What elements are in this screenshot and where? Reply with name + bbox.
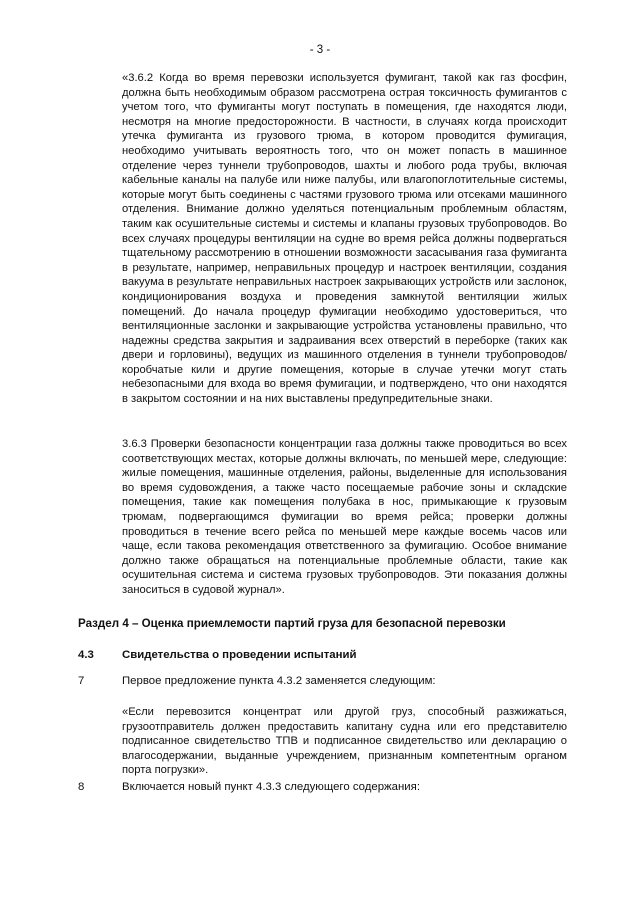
paragraph-3-6-2: «3.6.2 Когда во время перевозки используется фумигант, такой как газ фосфин, должна быть необходимым образом рассмотрена острая токсичность фумигантов с учетом того, что фумиганты могут поступать в помещения, где находятся люди, несмотря на многие предосторожности. В частности, в случаях когда происходит утечка фумиганта из грузового трюма, в котором проводится фумигация, необходимо учитывать вероятность того, что он может попасть в машинное отделение через туннели трубопроводов, шахты и любого рода трубы, включая кабельные каналы на палубе или ниже палубы, или влагопоглотительные системы, которые могут быть соединены с частями грузового трюма или отсеками машинного отделения. Внимание должно уделяться потенциальным проблемным областям, таким как осушительные системы и системы и клапаны грузовых трубопроводов. Во всех случаях процедуры вентиляции на судне во время рейса должны подвергаться тщательному рассмотрению в отношении возможности засасывания газа фумиганта в результате, например, неправильных процедур и настроек вентиляции, создания вакуума в результате неправильных настроек закрывающих устройств или заслонок, кондиционирования воздуха и проведения замкнутой вентиляции жилых помещений. До начала процедур фумигации необходимо удостовериться, что вентиляционные заслонки и закрывающие устройства установлены правильно, что надежны средства закрытия и задраивания всех отверстий в переборке (таких как двери и горловины), ведущих из машинного отделения в туннели трубопроводов/ коробчатые кили и другие помещения, которые в случае утечки могут стать небезопасными для входа во время фумигации, и подтверждено, что они находятся в закрытом состоянии и на них выставлены предупредительные знаки.: [122, 72, 567, 406]
quoted-replacement-text: «Если перевозится концентрат или другой груз, способный разжижаться, грузоотправитель должен предоставить капитану судна или его представителю подписанное свидетельство ТПВ и подписанное свидетельство или декларацию о влагосодержании, выданные учреждением, признанным компетентным органом порта погрузки».: [122, 706, 567, 777]
item-number: 8: [78, 781, 85, 793]
item-number: 7: [78, 675, 85, 687]
item-text: Включается новый пункт 4.3.3 следующего содержания:: [122, 781, 420, 793]
item-title: Свидетельства о проведении испытаний: [122, 649, 357, 661]
item-number: 4.3: [78, 649, 94, 661]
page-number: - 3 -: [309, 44, 331, 56]
section-heading: Раздел 4 – Оценка приемлемости партий груза для безопасной перевозки: [78, 617, 506, 630]
paragraph-3-6-3: 3.6.3 Проверки безопасности концентрации газа должны также проводиться во всех соответствующих местах, которые должны включать, по меньшей мере, следующие: жилые помещения, машинные отделения, районы, выделенные для использования во время судовождения, а также часто посещаемые рабочие зоны и складские помещения, такие как помещения полубака в нос, примыкающие к грузовым трюмам, подвергающимся фумигации во время рейса; проверки должны проводиться в течение всего рейса по меньшей мере каждые восемь часов или чаще, если такова рекомендация ответственного за фумигацию. Особое внимание должно также обращаться на потенциальные проблемные области, такие как осушительная система и система грузовых трубопроводов. Эти показания должны заноситься в судовой журнал».: [122, 438, 567, 596]
item-text: Первое предложение пункта 4.3.2 заменяется следующим:: [122, 675, 436, 687]
